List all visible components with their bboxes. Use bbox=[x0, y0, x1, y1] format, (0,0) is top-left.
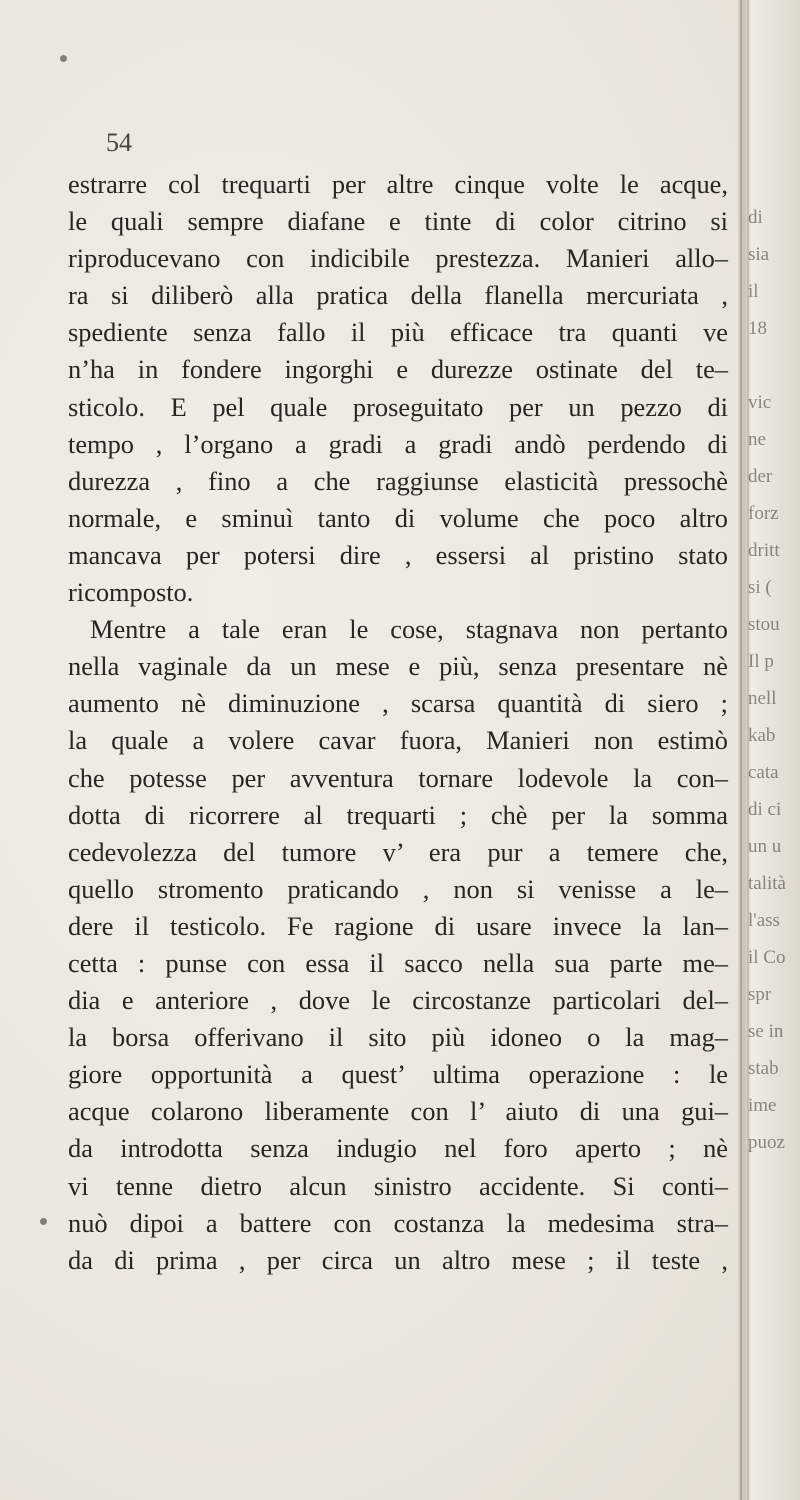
bleed-fragment: ne bbox=[748, 429, 766, 450]
text-line: giore opportunità a quest’ ultima operazione : le bbox=[68, 1059, 728, 1090]
text-line: cedevolezza del tumore v’ era pur a temere che, bbox=[68, 836, 728, 867]
bleed-fragment: cata bbox=[748, 762, 779, 783]
text-line: dia e anteriore , dove le circostanze particolari del– bbox=[68, 985, 728, 1016]
ink-speck bbox=[40, 1218, 47, 1225]
text-line: cetta : punse con essa il sacco nella sua parte me– bbox=[68, 947, 728, 978]
bleed-fragment: nell bbox=[748, 688, 777, 709]
text-line: vi tenne dietro alcun sinistro accidente. Si conti– bbox=[68, 1170, 728, 1201]
text-line: sticolo. E pel quale proseguitato per un pezzo di bbox=[68, 391, 728, 422]
text-line: mancava per potersi dire , essersi al pristino stato bbox=[68, 539, 728, 570]
text-line: normale, e sminuì tanto di volume che poco altro bbox=[68, 502, 728, 533]
bleed-fragment: il bbox=[748, 281, 759, 302]
text-line: spediente senza fallo il più efficace tra quanti ve bbox=[68, 317, 728, 348]
text-line: n’ha in fondere ingorghi e durezze ostinate del te– bbox=[68, 354, 728, 385]
bleed-fragment: sia bbox=[748, 244, 770, 265]
page-number: 54 bbox=[106, 128, 132, 157]
text-line: la quale a volere cavar fuora, Manieri non estimò bbox=[68, 725, 728, 756]
bleed-fragment: talità bbox=[748, 873, 786, 894]
text-line: quello stromento praticando , non si venisse a le– bbox=[68, 873, 728, 904]
bleed-fragment: si ( bbox=[748, 577, 772, 598]
bleed-fragment: 18 bbox=[748, 318, 767, 339]
bleed-fragment: il Co bbox=[748, 947, 786, 968]
text-line: durezza , fino a che raggiunse elasticità pressochè bbox=[68, 465, 728, 496]
text-line: estrarre col trequarti per altre cinque volte le acque, bbox=[68, 169, 728, 199]
bleed-fragment: dritt bbox=[748, 540, 780, 561]
text-line: acque colarono liberamente con l’ aiuto di una gui– bbox=[68, 1096, 728, 1127]
bleed-fragment: se in bbox=[748, 1021, 784, 1042]
bleed-fragment: ime bbox=[748, 1095, 777, 1116]
facing-page-gutter bbox=[738, 0, 800, 1500]
bleed-fragment: Il p bbox=[748, 651, 774, 672]
text-line: ra si diliberò alla pratica della flanella mercuriata , bbox=[68, 280, 728, 311]
bleed-fragment: forz bbox=[748, 503, 779, 524]
text-line: nuò dipoi a battere con costanza la medesima stra– bbox=[68, 1207, 728, 1238]
text-line: Mentre a tale eran le cose, stagnava non pertanto bbox=[90, 614, 728, 645]
text-line: riproducevano con indicibile prestezza. Manieri allo– bbox=[68, 243, 728, 274]
text-line: dere il testicolo. Fe ragione di usare invece la lan– bbox=[68, 910, 728, 941]
text-line: la borsa offerivano il sito più idoneo o la mag– bbox=[68, 1022, 728, 1053]
binding-shadow bbox=[740, 0, 742, 1500]
text-line: ricomposto. bbox=[68, 577, 194, 608]
text-line: le quali sempre diafane e tinte di color citrino si bbox=[68, 206, 728, 237]
bleed-fragment: der bbox=[748, 466, 773, 487]
body-text bbox=[68, 166, 728, 1279]
text-line: tempo , l’organo a gradi a gradi andò perdendo di bbox=[68, 428, 728, 459]
ink-speck bbox=[60, 55, 67, 62]
text-line: nella vaginale da un mese e più, senza presentare nè bbox=[68, 651, 728, 682]
bleed-fragment: di ci bbox=[748, 799, 782, 820]
text-line: aumento nè diminuzione , scarsa quantità di siero ; bbox=[68, 688, 728, 719]
text-line: che potesse per avventura tornare lodevole la con– bbox=[68, 762, 728, 793]
bleed-fragment: l'ass bbox=[748, 910, 780, 931]
text-line: da di prima , per circa un altro mese ; il teste , bbox=[68, 1244, 728, 1275]
bleed-fragment: spr bbox=[748, 984, 772, 1005]
bleed-fragment: vic bbox=[748, 392, 772, 413]
bleed-fragment: un u bbox=[748, 836, 782, 857]
bleed-fragment: stou bbox=[748, 614, 780, 635]
bleed-fragment: kab bbox=[748, 725, 776, 746]
text-line: da introdotta senza indugio nel foro aperto ; nè bbox=[68, 1133, 728, 1164]
bleed-fragment: stab bbox=[748, 1058, 779, 1079]
bleed-fragment: puoz bbox=[748, 1132, 785, 1153]
bleed-fragment: di bbox=[748, 207, 763, 228]
text-line: dotta di ricorrere al trequarti ; chè per la somma bbox=[68, 799, 728, 830]
